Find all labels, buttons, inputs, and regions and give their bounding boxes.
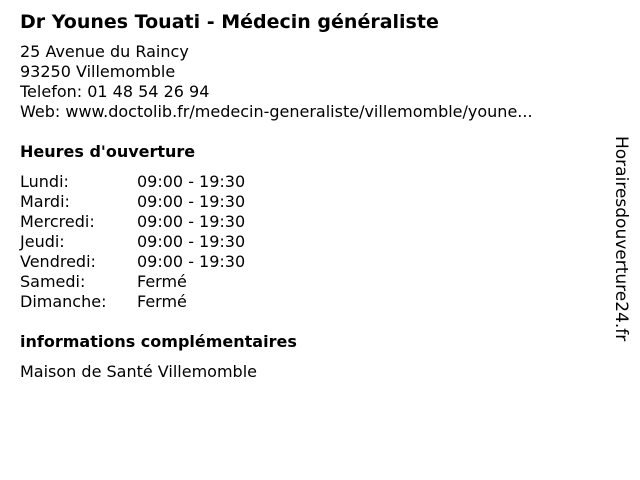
hours-value: Fermé <box>137 292 187 311</box>
info-heading: informations complémentaires <box>20 332 297 351</box>
day-label: Dimanche: <box>20 292 107 311</box>
hours-row-tuesday <box>20 192 245 212</box>
hours-value: 09:00 - 19:30 <box>137 232 246 251</box>
hours-heading: Heures d'ouverture <box>20 142 196 161</box>
hours-value: 09:00 - 19:30 <box>137 252 246 271</box>
opening-hours-table <box>20 172 245 312</box>
hours-value: 09:00 - 19:30 <box>137 192 246 211</box>
address-block <box>20 42 610 122</box>
hours-row-sunday <box>20 292 245 312</box>
hours-value: 09:00 - 19:30 <box>137 212 246 231</box>
hours-row-thursday <box>20 232 245 252</box>
street-address: 25 Avenue du Raincy <box>20 42 189 61</box>
hours-value: 09:00 - 19:30 <box>137 172 246 191</box>
info-text: Maison de Santé Villemomble <box>20 362 257 381</box>
hours-row-saturday <box>20 272 245 292</box>
day-label: Jeudi: <box>20 232 65 251</box>
site-watermark: Horairesdouverture24.fr <box>611 136 631 342</box>
phone-number[interactable]: Telefon: 01 48 54 26 94 <box>20 82 210 101</box>
listing-card <box>20 9 610 382</box>
hours-row-wednesday <box>20 212 245 232</box>
hours-row-monday <box>20 172 245 192</box>
day-label: Samedi: <box>20 272 86 291</box>
hours-row-friday <box>20 252 245 272</box>
hours-value: Fermé <box>137 272 187 291</box>
day-label: Lundi: <box>20 172 69 191</box>
city-postal: 93250 Villemomble <box>20 62 176 81</box>
day-label: Vendredi: <box>20 252 96 271</box>
day-label: Mercredi: <box>20 212 95 231</box>
page-title: Dr Younes Touati - Médecin généraliste <box>20 11 439 33</box>
day-label: Mardi: <box>20 192 70 211</box>
website-link[interactable]: Web: www.doctolib.fr/medecin-generaliste/villemomble/youne... <box>20 102 533 121</box>
